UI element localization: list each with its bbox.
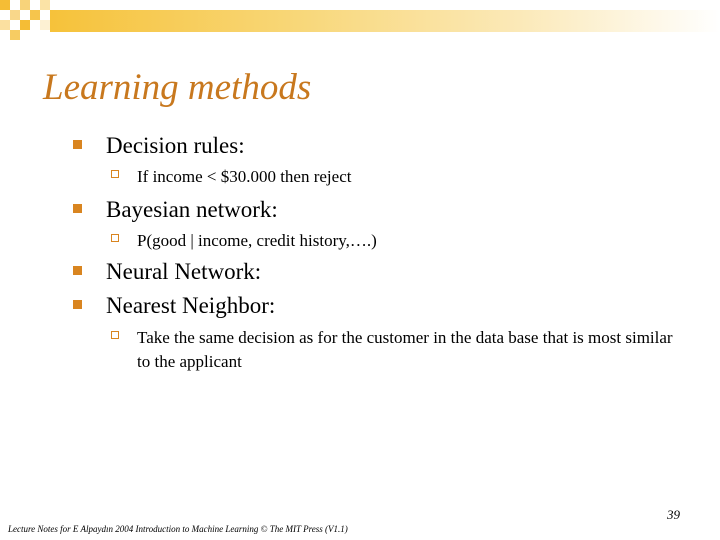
sub-bullet-income-rule xyxy=(111,165,351,189)
bullet-decision-rules xyxy=(73,132,245,160)
bullet-text: Decision rules: xyxy=(106,133,245,158)
decorative-square xyxy=(10,30,20,40)
sub-bullet-text: Take the same decision as for the customer in the data base that is most similar to the applicant xyxy=(137,328,673,371)
bullet-bayesian-network xyxy=(73,196,278,224)
decorative-square xyxy=(40,0,50,10)
square-bullet-icon xyxy=(73,204,82,213)
bullet-text: Nearest Neighbor: xyxy=(106,293,276,318)
bullet-neural-network xyxy=(73,258,261,286)
footer-citation: Lecture Notes for E Alpaydın 2004 Introduction to Machine Learning © The MIT Press (V1.1) xyxy=(8,524,348,534)
page-number: 39 xyxy=(667,507,680,522)
decorative-square xyxy=(0,20,10,30)
hollow-square-bullet-icon xyxy=(111,234,119,242)
bullet-text: Neural Network: xyxy=(106,259,262,284)
decorative-square xyxy=(20,0,30,10)
decorative-square xyxy=(10,10,20,20)
square-bullet-icon xyxy=(73,266,82,275)
square-bullet-icon xyxy=(73,300,82,309)
header-gradient-bar xyxy=(50,10,720,32)
sub-bullet-text: P(good | income, credit history,….) xyxy=(137,231,377,250)
decorative-square xyxy=(0,0,10,10)
hollow-square-bullet-icon xyxy=(111,170,119,178)
sub-bullet-text: If income < $30.000 then reject xyxy=(137,167,352,186)
sub-bullet-nearest-neighbor-description xyxy=(111,326,677,374)
decorative-square xyxy=(20,20,30,30)
slide-title: Learning methods xyxy=(43,67,312,108)
decorative-header-band xyxy=(0,0,720,40)
decorative-square xyxy=(30,10,40,20)
sub-bullet-probability xyxy=(111,229,377,253)
bullet-text: Bayesian network: xyxy=(106,197,278,222)
decorative-square xyxy=(40,20,50,30)
hollow-square-bullet-icon xyxy=(111,331,119,339)
bullet-nearest-neighbor xyxy=(73,292,275,320)
square-bullet-icon xyxy=(73,140,82,149)
